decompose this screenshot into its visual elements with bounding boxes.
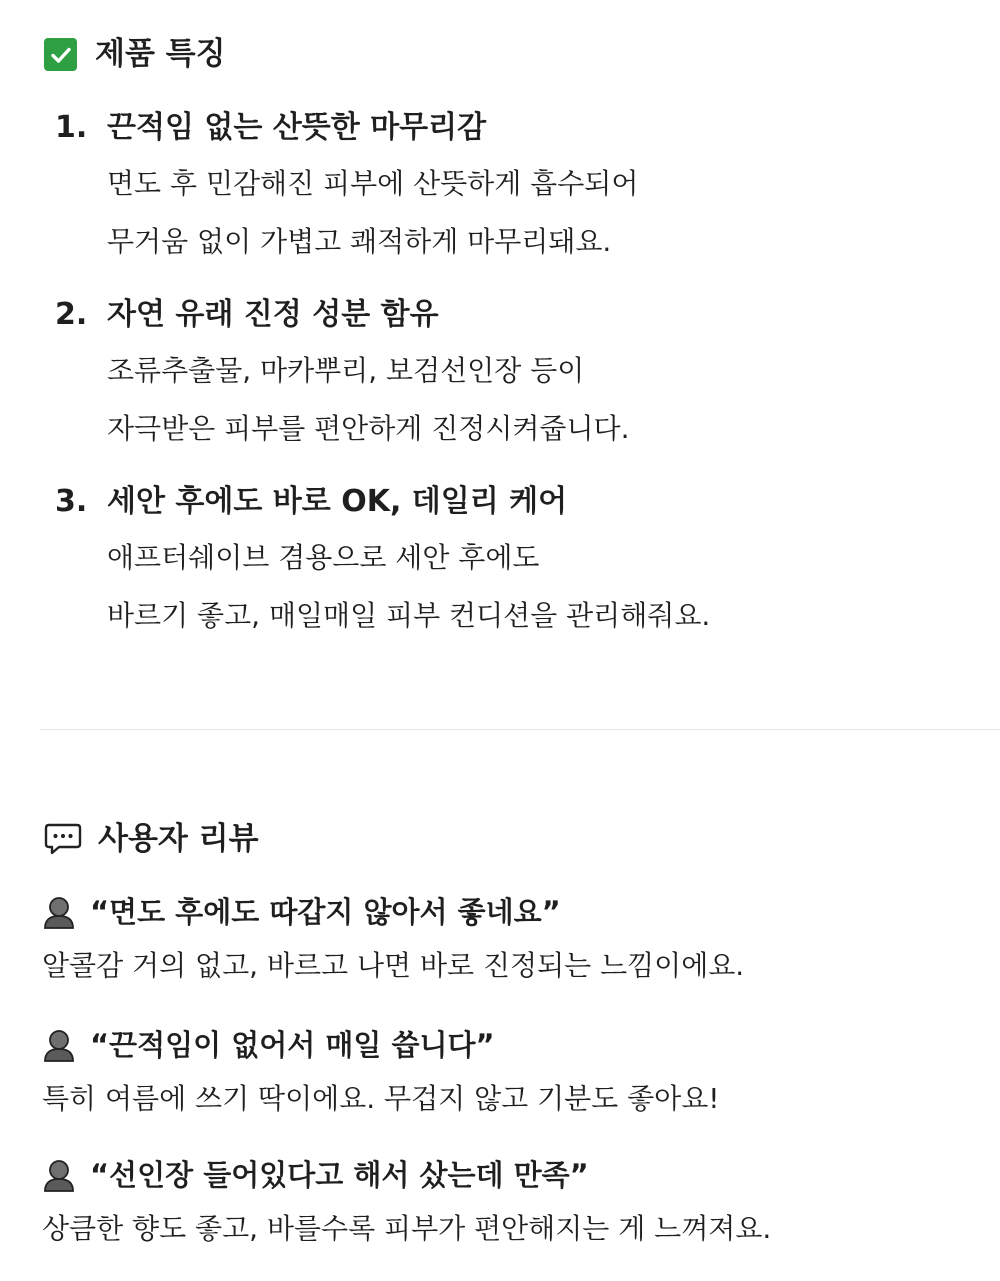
person-icon [42, 1158, 76, 1192]
feature-line: 자극받은 피부를 편안하게 진정시켜줍니다. [107, 412, 630, 445]
section-divider [40, 729, 1000, 730]
speech-bubble-icon [44, 822, 82, 856]
feature-description [107, 342, 629, 458]
feature-line: 무거움 없이 가볍고 쾌적하게 마무리돼요. [107, 225, 612, 258]
review-text: 특히 여름에 쓰기 딱이에요. 무겁지 않고 기분도 좋아요! [42, 1082, 720, 1115]
review-quote: “선인장 들어있다고 해서 샀는데 만족” [90, 1157, 589, 1192]
feature-heading: 자연 유래 진정 성분 함유 [107, 297, 439, 332]
review-item-1 [42, 895, 744, 980]
review-quote: “면도 후에도 따갑지 않아서 좋네요” [90, 894, 561, 929]
features-title-text: 제품 특징 [95, 36, 226, 72]
feature-heading: 끈적임 없는 산뜻한 마무리감 [107, 110, 487, 145]
person-icon [42, 895, 76, 929]
review-item-3 [42, 1158, 771, 1243]
reviews-section-title [44, 822, 259, 856]
features-section-title [44, 38, 226, 71]
feature-number: 3. [55, 484, 88, 519]
feature-item-3 [55, 484, 711, 645]
feature-item-1 [55, 110, 639, 271]
feature-line: 바르기 좋고, 매일매일 피부 컨디션을 관리해줘요. [107, 599, 711, 632]
feature-item-2 [55, 297, 630, 458]
person-icon [42, 1028, 76, 1062]
feature-number: 2. [55, 297, 88, 332]
reviews-title-text: 사용자 리뷰 [98, 820, 259, 857]
review-text: 알콜감 거의 없고, 바르고 나면 바로 진정되는 느낌이에요. [42, 949, 745, 982]
feature-heading: 세안 후에도 바로 OK, 데일리 케어 [107, 484, 568, 519]
check-mark-button-icon [44, 38, 77, 71]
feature-description [107, 155, 638, 271]
review-text: 상큼한 향도 좋고, 바를수록 피부가 편안해지는 게 느껴져요. [42, 1212, 772, 1245]
feature-line: 애프터쉐이브 겸용으로 세안 후에도 [107, 541, 540, 574]
review-item-2 [42, 1028, 720, 1113]
feature-line: 조류추출물, 마카뿌리, 보검선인장 등이 [107, 354, 585, 387]
review-quote: “끈적임이 없어서 매일 씁니다” [90, 1027, 495, 1062]
feature-line: 면도 후 민감해진 피부에 산뜻하게 흡수되어 [107, 167, 639, 200]
feature-description [107, 529, 710, 645]
feature-number: 1. [55, 110, 88, 145]
